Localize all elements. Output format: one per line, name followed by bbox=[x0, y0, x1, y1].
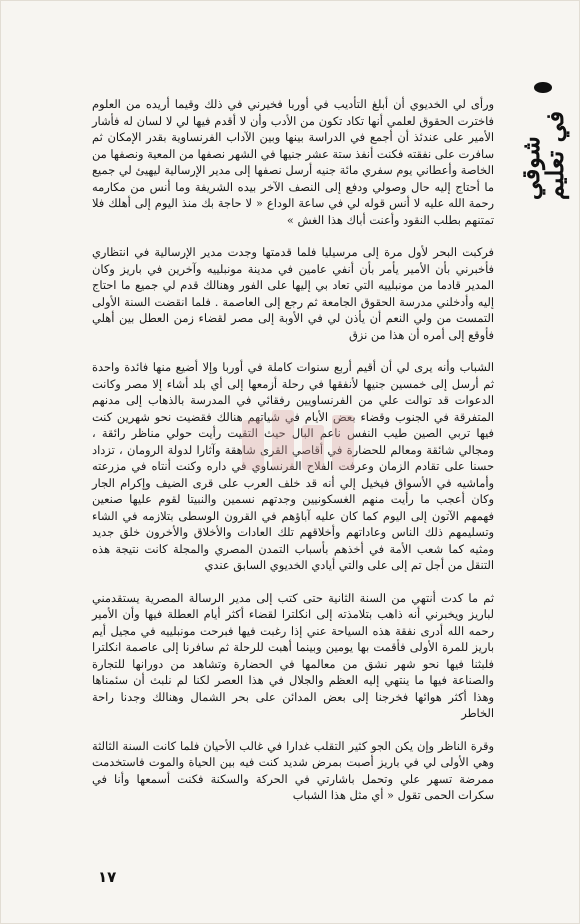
page-number: ١٧ bbox=[98, 868, 117, 886]
chapter-side-label: شوقي في تعليم bbox=[516, 110, 569, 200]
paragraph-5: وقرة الناظر وإن يكن الجو كثير التقلب غدارا في غالب الأحيان فلما كانت السنة الثالثة وهي الأولى لي في باريز أصبت بمرض شديد كنت فيه بين الحياة والموت فاستخدمت ممرضة تسهر علي وتحمل باشارتي في الحركة والسكنة فكنت أسمعها وأنا في سكرات الحمى تقول « أي مثل هذا الشباب bbox=[92, 738, 494, 802]
bullet-icon bbox=[534, 82, 552, 93]
chapter-tab bbox=[512, 80, 574, 200]
paragraph-3: الشباب وأنه يرى لي أن أقيم أربع سنوات كاملة في أوربا وإلا أضيع منها فائدة واحدة ثم أرسل إلى خمسين جنيها لأنفقها في رحلة أزمعها إلى أي بلد أشاء إلا مصر وكانت الدعوات قد توالت علي من الفرنساويين رفقائي في المدرسة بالذهاب إلى مدنهم المتفرقة في الجنوب وقضاء بعض الأيام في شياتهم هنالك فقضيت نحو شهرين كنت فيها تربي الصين طيب النفس ناعم البال حيث التقيت رأيت حولي مناظر رائقة ، ومجالي شائقة ومعالم للحضارة في أقاصي القرى شاهقة وآثارا لدولة الرومان ، تزداد حسنا على تقادم الزمان وعرفت الفلاح الفرنساوي في داره وكنت أنتاه في مزرعته وأماشيه في الأسواق فيخيل إلي أنه قد خلف العرب على قرى الضيف وإكرام الجار وكان أعجب ما رأيت منهم الغسكونيين وجدتهم نسمين والنبيتا لقوم عليها صنعين فهمهم الآتون إلى اليوم كما كان عليه آباؤهم في القرون الوسطى بتلازمه في الشاء وتسليمهم ذلك الناس وعاداتهم وأخلاقهم تلك العادات والأخلاق والأخرون خلق جديد ومثيه كما شعب الأمة في أخذهم بأسباب التمدن المصري والمجلة كانت نتيجة هذه التنقل من أجل تم إلى على والتي أيادي الخديوي السابق عندي bbox=[92, 360, 494, 572]
paragraph-1: ورأى لي الخديوي أن أبلغ التأديب في أوربا فخيرني في ذلك وقيما أريده من العلوم فاخترت الحقوق لعلمي أنها تكاد تكون من الأدب وأن لا أقدم فيها لي لا لسان له فأشار الأمير على عندئذ أن أجمع في الدراسة بينها وبين الآداب الفرنساوية بقدر الإمكان ثم سافرت على نفقته فكنت أنفذ ستة عشر جنيها في الشهر نصفها من المعية ونصفها من الخاصة وأعطاني يوم سفري مائة جنيه أرسل نصفها إلى مدير الإرسالية ليهيئ لي جميع ما أحتاج إليه حال وصولي ودفع إلى النصف الآخر بيده الشريفة وما أنس من مكارمه رحمة الله عليه لا أنس قوله لي في ساعة الوداع « لا حاجة بك منذ اليوم إلى أهلك فلا تمتنهم بطلب النقود وأعنت أباك هذا الغش » bbox=[92, 97, 494, 227]
paragraph-4: ثم ما كدت أنتهي من السنة الثانية حتى كتب إلى مدير الرسالة المصرية يستقدمني لباريز ويخبرني أنه ذاهب بتلامذته إلى انكلترا لقضاء أكثر أيام العطلة فيها وأن الأمير رحمه الله أدرى نفقة هذه السياحة عني إذا رغبت فيها فبرحت مونبلييه في مجيل أيم باريز للمرة الأولى فأقمت بها يومين وبينما أهبت للرحلة ثم سافرنا إلى عاصمة انكلترا فلبثنا فيها نحو شهر نشق من معالمها في الحضارة وتشاهد من دورانها للتجارة والصناعة فيها ما ينتهي إليه العظم والجلال في هذا العصر لكنا لم نلبث أن سئمناها وهذا أكثر هوائها فخرجنا إلى بعض المدائن على بحر الشمال وهنالك وجدنا راحة الخاطر bbox=[92, 590, 494, 720]
body-text bbox=[92, 96, 494, 866]
paragraph-2: فركبت البحر لأول مرة إلى مرسيليا فلما قدمتها وجدت مدير الإرسالية في انتظاري فأخبرني بأن الأمير يأمر بأن أنفي عامين في مدينة مونبلييه وآخرين في باريز وكان المدير قادما من مونبلييه التي تعاد بي إليها على الفور وهنالك قدم لي جميع ما احتاج إليه وأدخلني مدرسة الحقوق الجامعة ثم رجع إلى العاصمة . فلما انقضت السنة الأولى التمست من ولي النعم أن يأذن لي في الأوبة إلى مصر لقضاء زمن العطل بين أهلي فأوقع إلى أمره أن هذا من نزق bbox=[92, 245, 494, 342]
